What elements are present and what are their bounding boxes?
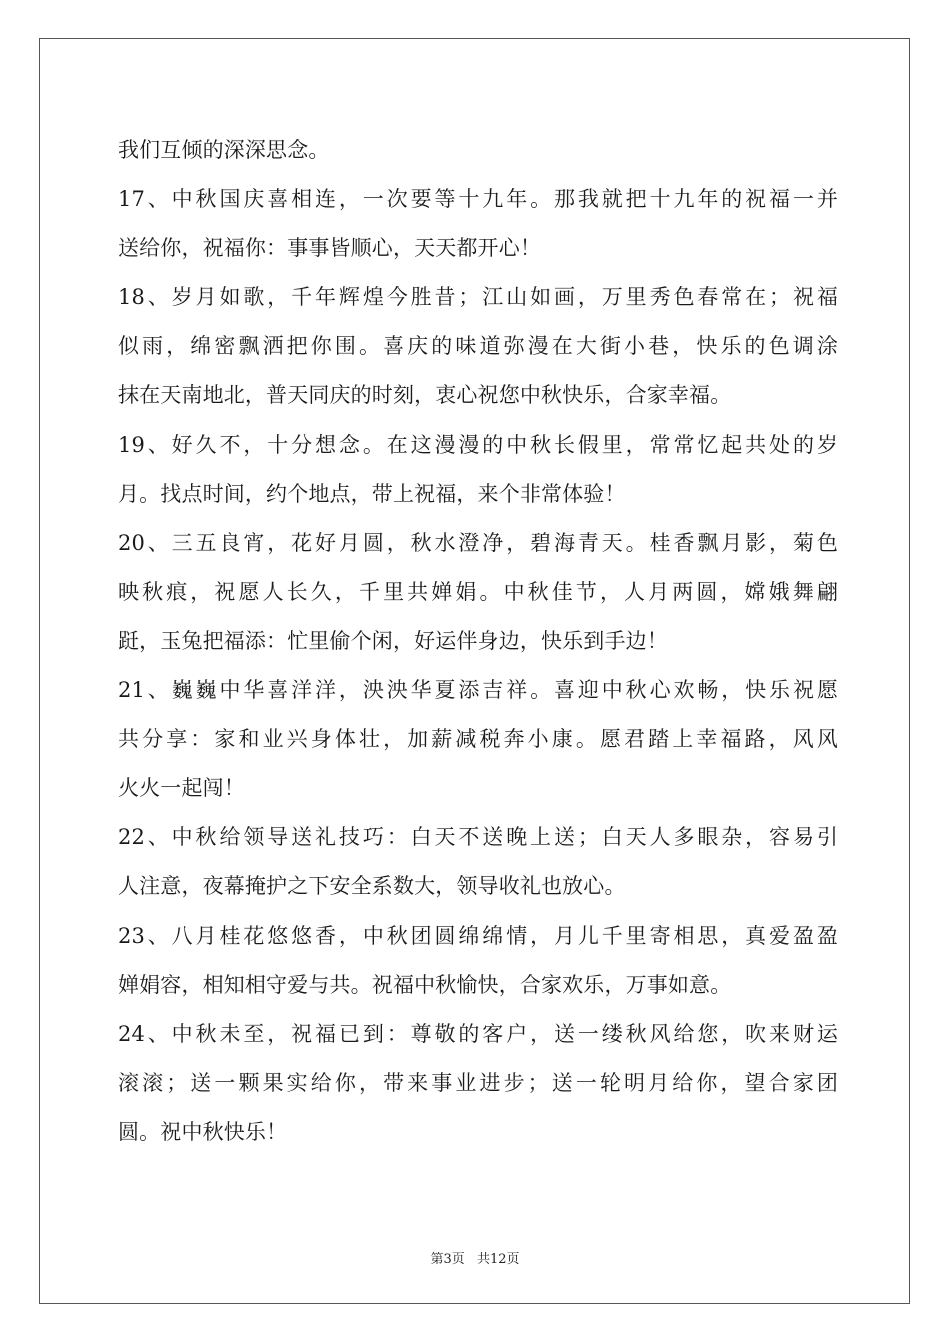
text-line: 婵娟容，相知相守爱与共。祝福中秋愉快，合家欢乐，万事如意。	[118, 972, 732, 997]
text-line: 抹在天南地北，普天同庆的时刻，衷心祝您中秋快乐，合家幸福。	[118, 383, 732, 408]
page-number: 第3页	[430, 1252, 465, 1267]
text-line: 送给你，祝福你：事事皆顺心，天天都开心！	[118, 236, 541, 261]
text-line: 22、中秋给领导送礼技巧：白天不送晚上送；白天人多眼杂，容易引	[118, 825, 838, 850]
text-line: 17、中秋国庆喜相连，一次要等十九年。那我就把十九年的祝福一并	[118, 187, 838, 212]
text-line: 20、三五良宵，花好月圆，秋水澄净，碧海青天。桂香飘月影，菊色	[118, 530, 838, 555]
document-body	[118, 126, 838, 1157]
text-line: 月。找点时间，约个地点，带上祝福，来个非常体验！	[118, 481, 626, 506]
text-line: 19、好久不，十分想念。在这漫漫的中秋长假里，常常忆起共处的岁	[118, 432, 838, 457]
text-line: 火火一起闯！	[118, 776, 245, 801]
text-line: 似雨，绵密飘洒把你围。喜庆的味道弥漫在大街小巷，快乐的色调涂	[118, 334, 838, 359]
text-line: 21、巍巍中华喜洋洋，泱泱华夏添吉祥。喜迎中秋心欢畅，快乐祝愿	[118, 678, 838, 703]
text-line: 共分享：家和业兴身体壮，加薪减税奔小康。愿君踏上幸福路，风风	[118, 727, 838, 752]
text-line: 滚滚；送一颗果实给你，带来事业进步；送一轮明月给你，望合家团	[118, 1070, 838, 1095]
page-total: 共12页	[476, 1252, 520, 1267]
text-line: 23、八月桂花悠悠香，中秋团圆绵绵情，月儿千里寄相思，真爱盈盈	[118, 923, 838, 948]
text-line: 我们互倾的深深思念。	[118, 138, 330, 162]
text-line: 映秋痕，祝愿人长久，千里共婵娟。中秋佳节，人月两圆，嫦娥舞翩	[118, 579, 838, 604]
text-line: 18、岁月如歌，千年辉煌今胜昔；江山如画，万里秀色春常在；祝福	[118, 285, 838, 310]
page-footer	[0, 1248, 950, 1267]
text-line: 圆。祝中秋快乐！	[118, 1119, 288, 1144]
text-line: 24、中秋未至，祝福已到：尊敬的客户，送一缕秋风给您，吹来财运	[118, 1021, 838, 1046]
text-line: 跹，玉兔把福添：忙里偷个闲，好运伴身边，快乐到手边！	[118, 628, 668, 653]
text-line: 人注意，夜幕掩护之下安全系数大，领导收礼也放心。	[118, 874, 626, 899]
